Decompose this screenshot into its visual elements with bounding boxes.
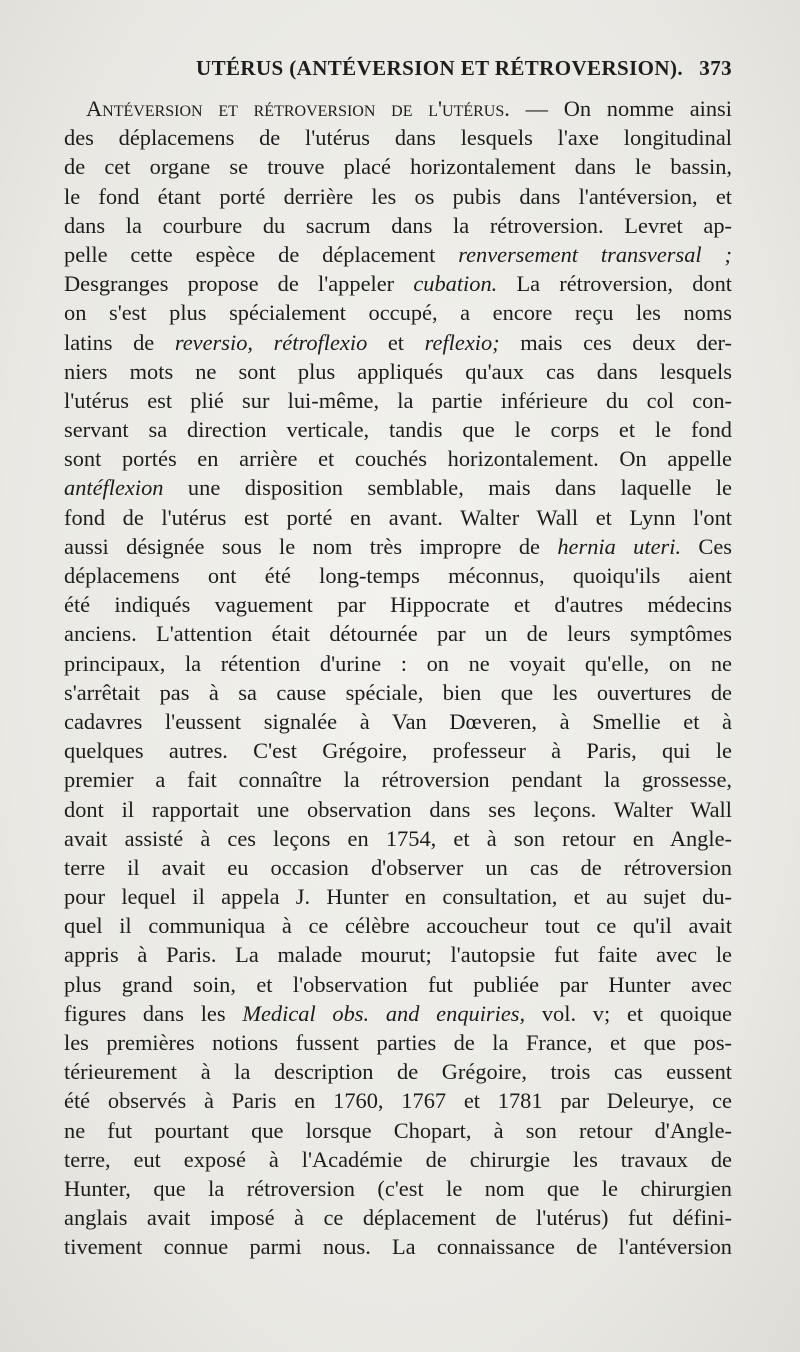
text-line: latins de reversio, rétroflexio et reflexio; mais ces deux der- (64, 329, 733, 355)
text-line: déplacemens ont été long-temps méconnus, quoiqu'ils aient (64, 563, 732, 588)
text-line: on s'est plus spécialement occupé, a encore reçu les noms (64, 300, 732, 326)
text-line: ne fut pourtant que lorsque Chopart, à son retour d'Angle- (64, 1117, 732, 1143)
text-line: principaux, la rétention d'urine : on ne voyait qu'elle, on ne (64, 650, 732, 676)
running-title: UTÉRUS (ANTÉVERSION ET RÉTROVERSION). (196, 56, 684, 80)
text-line: quel il communiqua à ce célèbre accoucheur tout ce qu'il avait (64, 913, 732, 939)
text-line: pour lequel il appela J. Hunter en consultation, et au sujet du- (64, 884, 732, 910)
italic-term: reversio, rétroflexio (174, 329, 368, 355)
text-line: quelques autres. C'est Grégoire, professeur à Paris, qui le (64, 738, 732, 764)
italic-term: cubation. (413, 271, 498, 297)
text-line: l'utérus est plié sur lui-même, la partie inférieure du col con- (64, 387, 732, 413)
text-line: des déplacemens de l'utérus dans lesquels l'axe longitudinal (64, 125, 732, 151)
text-line: tivement connue parmi nous. La connaissance de l'antéversion (64, 1234, 732, 1260)
text-line: été indiqués vaguement par Hippocrate et d'autres médecins (64, 592, 732, 618)
text-line: térieurement à la description de Grégoire, trois cas eussent (64, 1059, 732, 1085)
text-line: cadavres l'eussent signalée à Van Dœveren, à Smellie et à (64, 708, 732, 734)
text-line: avait assisté à ces leçons en 1754, et à son retour en Angle- (64, 825, 732, 851)
italic-term: renversement transversal ; (458, 241, 732, 267)
text-line: niers mots ne sont plus appliqués qu'aux cas dans lesquels (64, 358, 732, 384)
italic-term: Medical obs. and enquiries, (242, 1000, 526, 1026)
text-line: dans la courbure du sacrum dans la rétroversion. Levret ap- (64, 212, 732, 238)
italic-term: reflexio; (424, 329, 500, 355)
text-line: dont il rapportait une observation dans ses leçons. Walter Wall (64, 796, 732, 822)
text-line: figures dans les Medical obs. and enquiries, vol. v; et quoique (64, 1000, 732, 1026)
text-line: terre, eut exposé à l'Académie de chirurgie les travaux de (64, 1146, 732, 1172)
text-line: appris à Paris. La malade mourut; l'autopsie fut faite avec le (64, 942, 732, 968)
text-line: le fond étant porté derrière les os pubis dans l'antéversion, et (64, 183, 732, 209)
text-line: antéflexion une disposition semblable, mais dans laquelle le (64, 475, 732, 501)
article-heading: Antéversion et rétroversion de l'utérus. (86, 96, 510, 121)
text-line: aussi désignée sous le nom très impropre de hernia uteri. Ces (64, 533, 733, 559)
text-line: plus grand soin, et l'observation fut publiée par Hunter avec (64, 971, 732, 997)
italic-term: antéflexion (64, 475, 164, 501)
text-line: fond de l'utérus est porté en avant. Walter Wall et Lynn l'ont (64, 504, 732, 530)
text-line: pelle cette espèce de déplacement renversement transversal ; (64, 241, 732, 267)
text-line: s'arrêtait pas à sa cause spéciale, bien que les ouvertures de (64, 679, 732, 705)
page-header (196, 56, 732, 90)
text-line: Desgranges propose de l'appeler cubation. La rétroversion, dont (64, 271, 732, 297)
article-body (64, 94, 732, 1262)
text-line: premier a fait connaître la rétroversion pendant la grossesse, (64, 767, 732, 793)
text-line: anciens. L'attention était détournée par un de leurs symptômes (64, 621, 732, 647)
text-line: Hunter, que la rétroversion (c'est le nom que le chirurgien (64, 1175, 732, 1201)
text-line: Antéversion et rétroversion de l'utérus. — On nomme ainsi (86, 96, 732, 121)
text-line: terre il avait eu occasion d'observer un cas de rétroversion (64, 854, 732, 880)
text-line: les premières notions fussent parties de la France, et que pos- (64, 1030, 732, 1055)
text-line: servant sa direction verticale, tandis que le corps et le fond (64, 417, 732, 443)
page-number: 373 (699, 56, 732, 80)
text-line: de cet organe se trouve placé horizontalement dans le bassin, (64, 154, 732, 180)
text-line: anglais avait imposé à ce déplacement de l'utérus) fut défini- (64, 1205, 732, 1231)
italic-term: hernia uteri. (557, 533, 682, 559)
text-line: sont portés en arrière et couchés horizontalement. On appelle (64, 446, 732, 472)
text-line: été observés à Paris en 1760, 1767 et 1781 par Deleurye, ce (64, 1088, 732, 1114)
